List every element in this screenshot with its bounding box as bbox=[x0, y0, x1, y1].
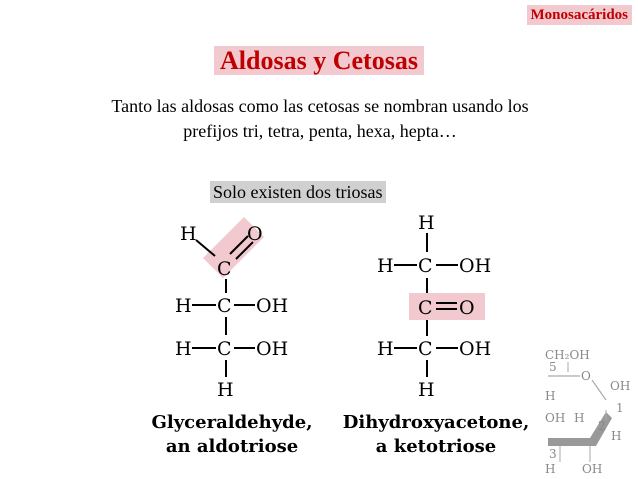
ring-h-mid: H bbox=[574, 411, 585, 425]
gly-top-o: O bbox=[247, 223, 263, 245]
ring-num-5: 5 bbox=[549, 360, 557, 374]
glyceraldehyde-structure bbox=[152, 217, 313, 457]
intro-line-1: Tanto las aldosas como las cetosas se nombran usando los bbox=[111, 96, 529, 116]
gly-caption-line-2: an aldotriose bbox=[165, 436, 299, 457]
ring-ch2oh: CH₂OH bbox=[545, 348, 590, 362]
ring-oh-right: OH bbox=[610, 379, 631, 393]
gly-h-c-bond bbox=[196, 240, 215, 256]
ring-num-2: 2 bbox=[598, 419, 606, 433]
ring-o: O bbox=[581, 369, 591, 383]
ring-oh-bottom: OH bbox=[582, 462, 603, 476]
title-text: Aldosas y Cetosas bbox=[214, 46, 424, 75]
gly-row2-oh: OH bbox=[256, 295, 289, 317]
dha-caption-line-1: Dihydroxyacetone, bbox=[342, 412, 530, 433]
section-tag: Monosacáridos bbox=[527, 5, 633, 25]
ring-num-1: 1 bbox=[616, 401, 624, 415]
dha-top-h: H bbox=[418, 212, 435, 234]
dha-row1-oh: OH bbox=[459, 255, 492, 277]
dha-row3-c: C bbox=[418, 338, 433, 360]
gly-row3-oh: OH bbox=[256, 338, 289, 360]
dha-row2-c: C bbox=[418, 297, 433, 319]
intro-line-2: prefijos tri, tetra, penta, hexa, hepta… bbox=[183, 121, 457, 141]
gly-caption-line-1: Glyceraldehyde, bbox=[151, 412, 313, 433]
dha-row1-c: C bbox=[418, 255, 433, 277]
subtitle: Solo existen dos triosas bbox=[210, 181, 386, 203]
ring-num-3: 3 bbox=[549, 447, 557, 461]
ring-oh-mid: OH bbox=[545, 411, 566, 425]
gly-row3-h: H bbox=[175, 338, 192, 360]
gly-row2-c: C bbox=[217, 295, 232, 317]
ring-fragment bbox=[545, 348, 630, 476]
ring-right-edge bbox=[592, 380, 606, 400]
gly-bottom-h: H bbox=[217, 379, 234, 401]
dihydroxyacetone-structure bbox=[343, 212, 529, 457]
ring-h-right: H bbox=[611, 429, 622, 443]
gly-row2-h: H bbox=[175, 295, 192, 317]
ring-h-bottom-left: H bbox=[545, 462, 556, 476]
dha-row3-oh: OH bbox=[459, 338, 492, 360]
gly-top-h: H bbox=[180, 223, 197, 245]
gly-row3-c: C bbox=[217, 338, 232, 360]
dha-row3-h: H bbox=[377, 338, 394, 360]
ring-h-left: H bbox=[545, 389, 556, 403]
dha-caption-line-2: a ketotriose bbox=[375, 436, 497, 457]
dha-bottom-h: H bbox=[418, 379, 435, 401]
dha-row1-h: H bbox=[377, 255, 394, 277]
gly-c1: C bbox=[217, 258, 232, 280]
dha-row2-o: O bbox=[459, 297, 475, 319]
